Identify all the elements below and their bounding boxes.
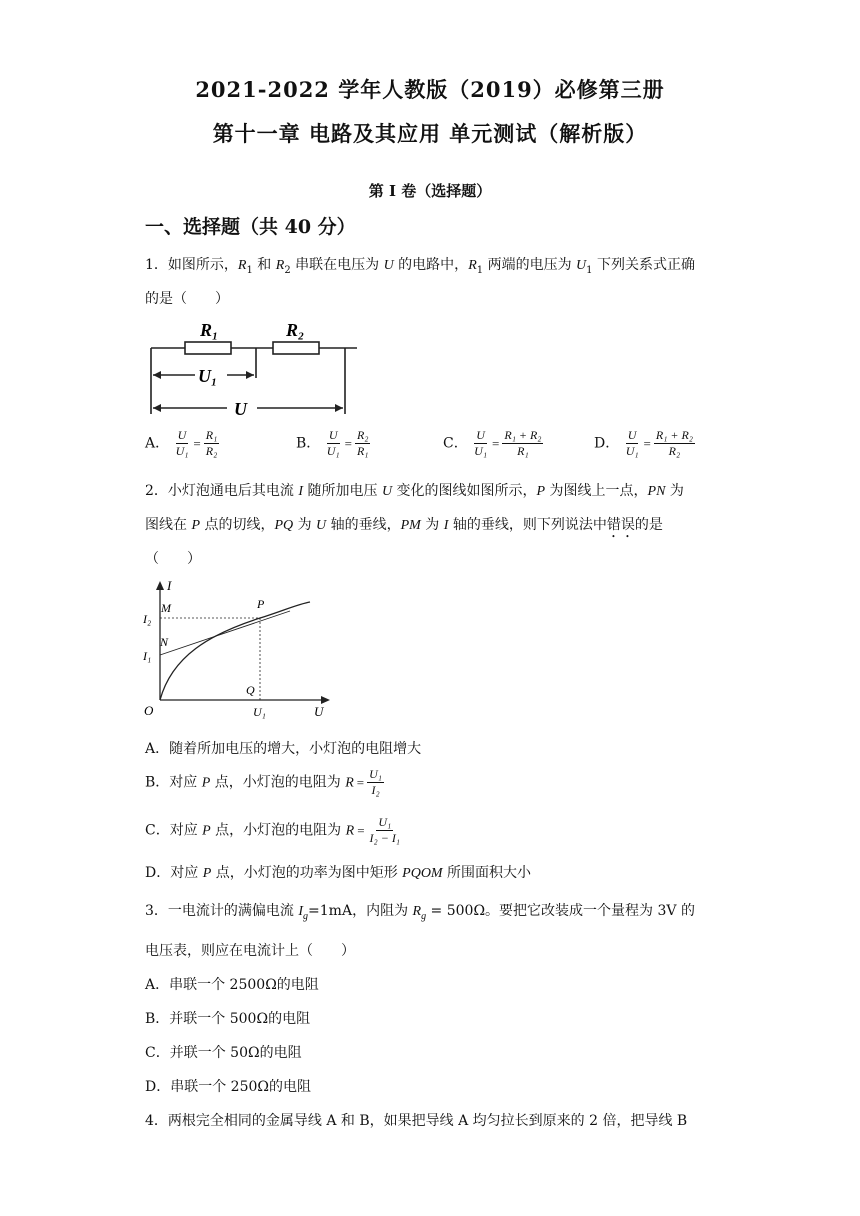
- q3-option-a[interactable]: A．串联一个 2500Ω的电阻: [145, 977, 319, 993]
- section-heading: 一、选择题（共 40 分）: [145, 216, 356, 238]
- q4-stem-line1: 4．两根完全相同的金属导线 A 和 B，如果把导线 A 均匀拉长到原来的 2 倍，把导线 B: [145, 1113, 688, 1129]
- q1-option-a[interactable]: A． $\frac{U}{\text{U₁}}$ = $\frac{\text{R₁}}{\text{R₂}}$: [145, 428, 218, 458]
- q1-stem-line1: 1．如图所示，$R_1$ 和 $R_2$ 串联在电压为 U 的电路中，$R_1$ 两端的电压为 $U_1$ 下列关系式正确: [145, 257, 695, 276]
- resistor-r2: [273, 342, 319, 354]
- q2-option-b[interactable]: B．对应 P 点，小灯泡的电阻为 R = $\frac{\text{U₁}}{\text{I₂}}$: [145, 767, 382, 797]
- q1-option-c[interactable]: C． $\frac{U}{\text{U₁}}$ = $\frac{\text{R₁ + R₂}}{\text{R₁}}$: [443, 428, 542, 458]
- document-subtitle: 第十一章 电路及其应用 单元测试（解析版）: [212, 121, 648, 146]
- point-m: M: [161, 601, 171, 615]
- tick-i1: I₁: [143, 649, 152, 663]
- q2-stem-line2: 图线在 P 点的切线，PQ 为 U 轴的垂线，PM 为 I 轴的垂线，则下列说法中错误的是: [145, 517, 663, 533]
- origin-o: O: [144, 703, 154, 718]
- q1-stem-line2: 的是（ ）: [145, 291, 229, 307]
- label-r1: R₁: [200, 320, 219, 340]
- q3-stem-line1: 3．一电流计的满偏电流 $I_g=1mA$，内阻为 $R_g = 500\Omega$。要把它改装成一个量程为 3V 的: [145, 903, 695, 922]
- q2-option-c[interactable]: C．对应 P 点，小灯泡的电阻为 R = $\frac{\text{U₁}}{\text{I₂ − I₁}}$: [145, 815, 400, 845]
- emphasized-wrong: 错误: [606, 517, 635, 533]
- tick-u1: U₁: [253, 705, 266, 719]
- label-u1: U₁: [198, 366, 218, 386]
- volume-heading: 第 I 卷（选择题）: [368, 182, 492, 200]
- q1-circuit-diagram: [145, 316, 370, 418]
- q2-option-a[interactable]: A．随着所加电压的增大，小灯泡的电阻增大: [145, 741, 422, 757]
- q3-stem-line2: 电压表，则应在电流计上（ ）: [145, 943, 355, 959]
- iu-curve: [160, 602, 310, 700]
- document-title: 2021-2022 学年人教版（2019）必修第三册: [195, 77, 665, 102]
- axis-label-u: U: [314, 704, 324, 719]
- q1-option-d[interactable]: D． $\frac{U}{\text{U₁}}$ = $\frac{\text{R₁ + R₂}}{\text{R₂}}$: [594, 428, 693, 458]
- point-n: N: [160, 635, 169, 649]
- q2-option-d[interactable]: D．对应 P 点，小灯泡的功率为图中矩形 PQOM 所围面积大小: [145, 865, 532, 881]
- q3-option-d[interactable]: D．串联一个 250Ω的电阻: [145, 1079, 312, 1095]
- label-r2: R₂: [286, 320, 305, 340]
- axis-label-i: I: [167, 578, 172, 593]
- point-q: Q: [246, 683, 255, 697]
- tick-i2: I₂: [143, 612, 152, 626]
- q3-option-b[interactable]: B．并联一个 500Ω的电阻: [145, 1011, 311, 1027]
- q2-iu-graph: [140, 578, 340, 720]
- label-u: U: [234, 399, 247, 418]
- q3-option-c[interactable]: C．并联一个 50Ω的电阻: [145, 1045, 302, 1061]
- q2-stem-line1: 2．小灯泡通电后其电流 I 随所加电压 U 变化的图线如图所示，P 为图线上一点，PN 为: [145, 483, 684, 499]
- point-p: P: [257, 597, 265, 611]
- resistor-r1: [185, 342, 231, 354]
- tangent-line: [160, 611, 290, 655]
- q1-option-b[interactable]: B． $\frac{U}{\text{U₁}}$ = $\frac{\text{R₂}}{\text{R₁}}$: [296, 428, 369, 458]
- q2-stem-line3: （ ）: [145, 551, 201, 567]
